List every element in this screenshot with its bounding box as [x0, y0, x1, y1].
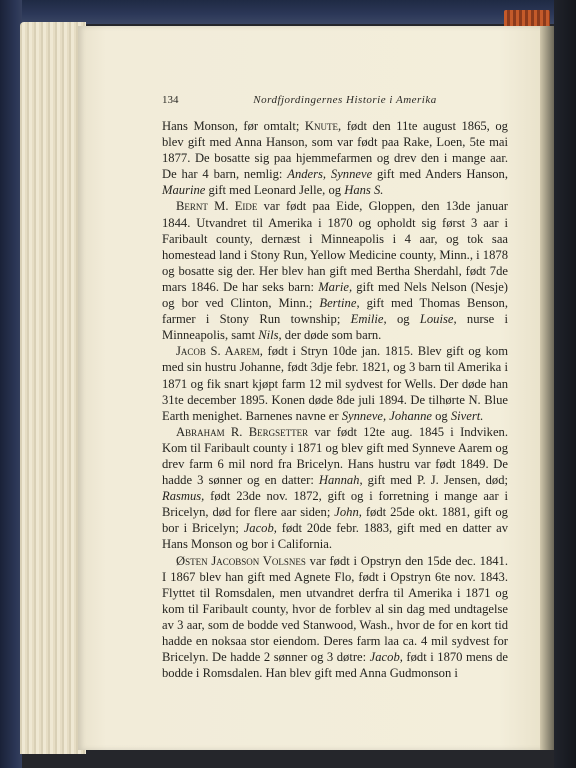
paragraph-bernt-eide: [162, 198, 508, 343]
text-run: gift med Thomas Benson, farmer i Stony Run township;: [162, 296, 508, 327]
child-name: Synneve, Johanne: [341, 408, 432, 423]
book-cover-top: [0, 0, 576, 24]
page-number: 134: [162, 94, 179, 106]
text-run: gift med P. J. Jensen, død;: [362, 473, 509, 488]
paragraph-abraham-bergsetter: [162, 424, 508, 553]
child-name: Marie,: [318, 279, 353, 294]
text-run: og: [431, 408, 451, 423]
child-name: Nils,: [258, 328, 282, 343]
text-run: gift med Nels Nelson (Nesje) og bor ved Clinton, Minn.;: [162, 279, 508, 311]
text-run: der døde som barn.: [281, 328, 382, 343]
text-run: Hans Monson, før omtalt;: [162, 119, 305, 133]
child-name: Anders, Synneve: [287, 167, 373, 182]
child-name: Bertine,: [319, 296, 360, 311]
text-run: født i 1870 mens de bodde i Romsdalen. Han blev gift med Anna Gudmonson i: [162, 650, 508, 681]
page-gutter-shadow: [540, 26, 554, 750]
child-name: Sivert.: [450, 408, 484, 423]
text-run: født 23de nov. 1872, gift og i forretning i mange aar i Bricelyn, død for flere aar siden;: [162, 489, 508, 520]
text-run: nurse i Minneapolis, samt: [162, 312, 509, 343]
text-run: var født 12te aug. 1845 i Indviken. Kom til Faribault county i 1871 og blev gift med Synneve Aarem og drev farm 6 mil nord fra Bricelyn. Hans hustru var født 1849. De hadde 3 sønner og en datter:: [162, 424, 508, 488]
text-run: født 20de febr. 1883, gift med en datter av Hans Monson og bor i California.: [162, 521, 508, 552]
running-title: Nordfjordingernes Historie i Amerika: [253, 94, 437, 106]
child-name: Hannah,: [318, 473, 363, 488]
text-run: , født den 11te august 1865, og blev gift med Anna Hanson, som var født paa Rake, Loen, 5te mai 1877. De bosatte sig paa hjemmefarmen og drev den i mange aar. De har 4 barn, nemlig:: [162, 119, 508, 182]
text-run: og: [386, 312, 420, 327]
text-run: gift med Anders Hanson,: [372, 167, 508, 182]
child-name: Maurine: [162, 183, 206, 198]
person-name: Bernt M. Eide: [176, 199, 258, 214]
text-run: , født i Stryn 10de jan. 1815. Blev gift og kom med sin hustru Johanne, født 3dje febr. 1821, og 3 barn til Amerika i 1871 og fik snart kjøpt farm 12 mil sydvest for Wells. Der døde han 31te december 1895. Konen døde 8de juli 1894. De tilhørte N. Blue Earth menighet. Barnenes navne er: [162, 344, 508, 423]
child-name: Rasmus,: [162, 489, 205, 504]
paragraph-osten-volsnes: [162, 553, 508, 682]
person-name: Jacob S. Aarem: [176, 344, 260, 359]
text-run: født 25de okt. 1881, gift og bor i Bricelyn;: [162, 505, 508, 536]
paragraph-knute: [162, 118, 508, 198]
paragraph-jacob-aarem: [162, 343, 508, 423]
child-name: John,: [334, 505, 362, 520]
child-name: Jacob,: [243, 521, 277, 536]
child-name: Jacob,: [369, 650, 403, 665]
person-name: Østen Jacobson Volsnes: [176, 553, 306, 568]
child-name: Emilie,: [350, 312, 387, 327]
child-name: Louise,: [419, 312, 457, 327]
page-edges: [20, 22, 86, 754]
person-name: Knute: [304, 119, 338, 133]
body-text: [162, 118, 508, 681]
text-run: var født i Opstryn den 15de dec. 1841. I 1867 blev han gift med Agnete Flo, født i Opstryn 6te nov. 1843. Flyttet til Romsdalen, men utvandret derfra til Amerika i 1871 og kom til Faribault county, hvor de forblev al sin dag med undtagelse av 3 aar, som de bodde ved Stanwood, Wash., hvor de for en kort tid hadde en noksaa stor eiendom. Deres farm laa ca. 4 mil sydvest for Bricelyn. De hadde 2 sønner og 3 døtre:: [162, 553, 508, 665]
text-run: var født paa Eide, Gloppen, den 13de januar 1844. Utvandret til Amerika i 1870 og opholdt sig først 3 aar i Faribault county, dernæst i Minneapolis i 4 aar, og tok saa homestead land i Stony Run, Yellow Medicine county, Minn., i 1878 og bosatte sig der. Her blev han gift med Bertha Sherdahl, født 7de mars 1846. De har seks barn:: [162, 199, 508, 294]
child-name: Hans S.: [344, 183, 384, 198]
text-run: gift med Leonard Jelle, og: [205, 183, 345, 198]
page-header: [162, 94, 508, 110]
book-cover-right: [554, 0, 576, 768]
book-cover-left: [0, 0, 22, 768]
person-name: Abraham R. Bergsetter: [176, 424, 309, 439]
